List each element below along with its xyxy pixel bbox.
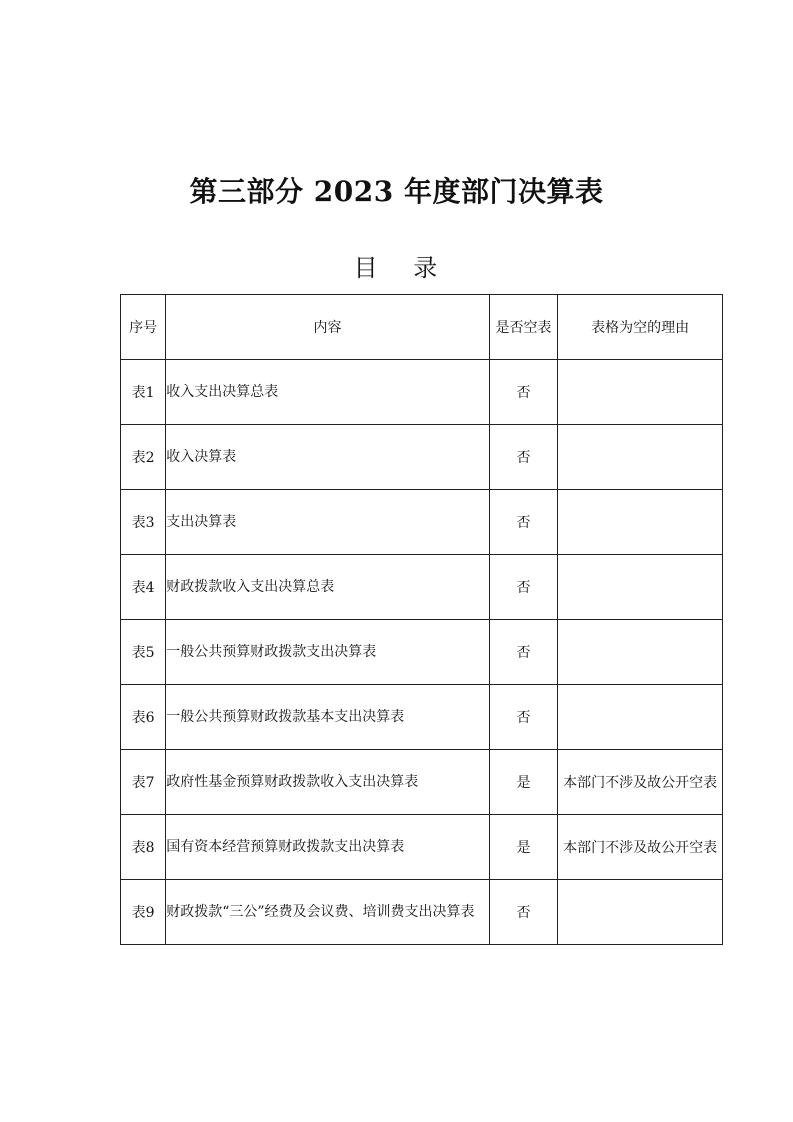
row-is-empty: 否 bbox=[489, 360, 557, 425]
table-row bbox=[121, 880, 723, 945]
table-header-row bbox=[121, 295, 723, 360]
row-is-empty: 否 bbox=[489, 425, 557, 490]
table-row bbox=[121, 490, 723, 555]
row-content: 财政拨款“三公”经费及会议费、培训费支出决算表 bbox=[166, 880, 490, 945]
table-row bbox=[121, 685, 723, 750]
row-no: 表9 bbox=[121, 880, 166, 945]
row-reason bbox=[558, 685, 723, 750]
row-is-empty: 否 bbox=[489, 685, 557, 750]
row-reason bbox=[558, 490, 723, 555]
row-reason bbox=[558, 360, 723, 425]
row-content: 一般公共预算财政拨款支出决算表 bbox=[166, 620, 490, 685]
row-no: 表2 bbox=[121, 425, 166, 490]
toc-heading: 目 录 bbox=[353, 254, 440, 282]
row-no: 表8 bbox=[121, 815, 166, 880]
row-content: 国有资本经营预算财政拨款支出决算表 bbox=[166, 815, 490, 880]
toc-table bbox=[120, 294, 723, 945]
header-reason: 表格为空的理由 bbox=[558, 295, 723, 360]
row-no: 表5 bbox=[121, 620, 166, 685]
table-row bbox=[121, 815, 723, 880]
row-no: 表7 bbox=[121, 750, 166, 815]
row-content: 收入支出决算总表 bbox=[166, 360, 490, 425]
header-no: 序号 bbox=[121, 295, 166, 360]
row-is-empty: 否 bbox=[489, 555, 557, 620]
row-is-empty: 是 bbox=[489, 815, 557, 880]
row-content: 政府性基金预算财政拨款收入支出决算表 bbox=[166, 750, 490, 815]
row-reason bbox=[558, 425, 723, 490]
row-content: 支出决算表 bbox=[166, 490, 490, 555]
row-content: 一般公共预算财政拨款基本支出决算表 bbox=[166, 685, 490, 750]
row-reason: 本部门不涉及故公开空表 bbox=[558, 815, 723, 880]
table-row bbox=[121, 555, 723, 620]
page-title: 第三部分 2023 年度部门决算表 bbox=[189, 175, 604, 208]
row-is-empty: 否 bbox=[489, 880, 557, 945]
row-is-empty: 是 bbox=[489, 750, 557, 815]
header-is-empty: 是否空表 bbox=[489, 295, 557, 360]
row-is-empty: 否 bbox=[489, 490, 557, 555]
table-row bbox=[121, 360, 723, 425]
row-content: 财政拨款收入支出决算总表 bbox=[166, 555, 490, 620]
row-reason bbox=[558, 620, 723, 685]
row-no: 表4 bbox=[121, 555, 166, 620]
row-content: 收入决算表 bbox=[166, 425, 490, 490]
table-row bbox=[121, 750, 723, 815]
header-content: 内容 bbox=[166, 295, 490, 360]
row-reason: 本部门不涉及故公开空表 bbox=[558, 750, 723, 815]
table-row bbox=[121, 425, 723, 490]
row-no: 表6 bbox=[121, 685, 166, 750]
row-is-empty: 否 bbox=[489, 620, 557, 685]
table-row bbox=[121, 620, 723, 685]
row-no: 表1 bbox=[121, 360, 166, 425]
row-no: 表3 bbox=[121, 490, 166, 555]
row-reason bbox=[558, 880, 723, 945]
row-reason bbox=[558, 555, 723, 620]
